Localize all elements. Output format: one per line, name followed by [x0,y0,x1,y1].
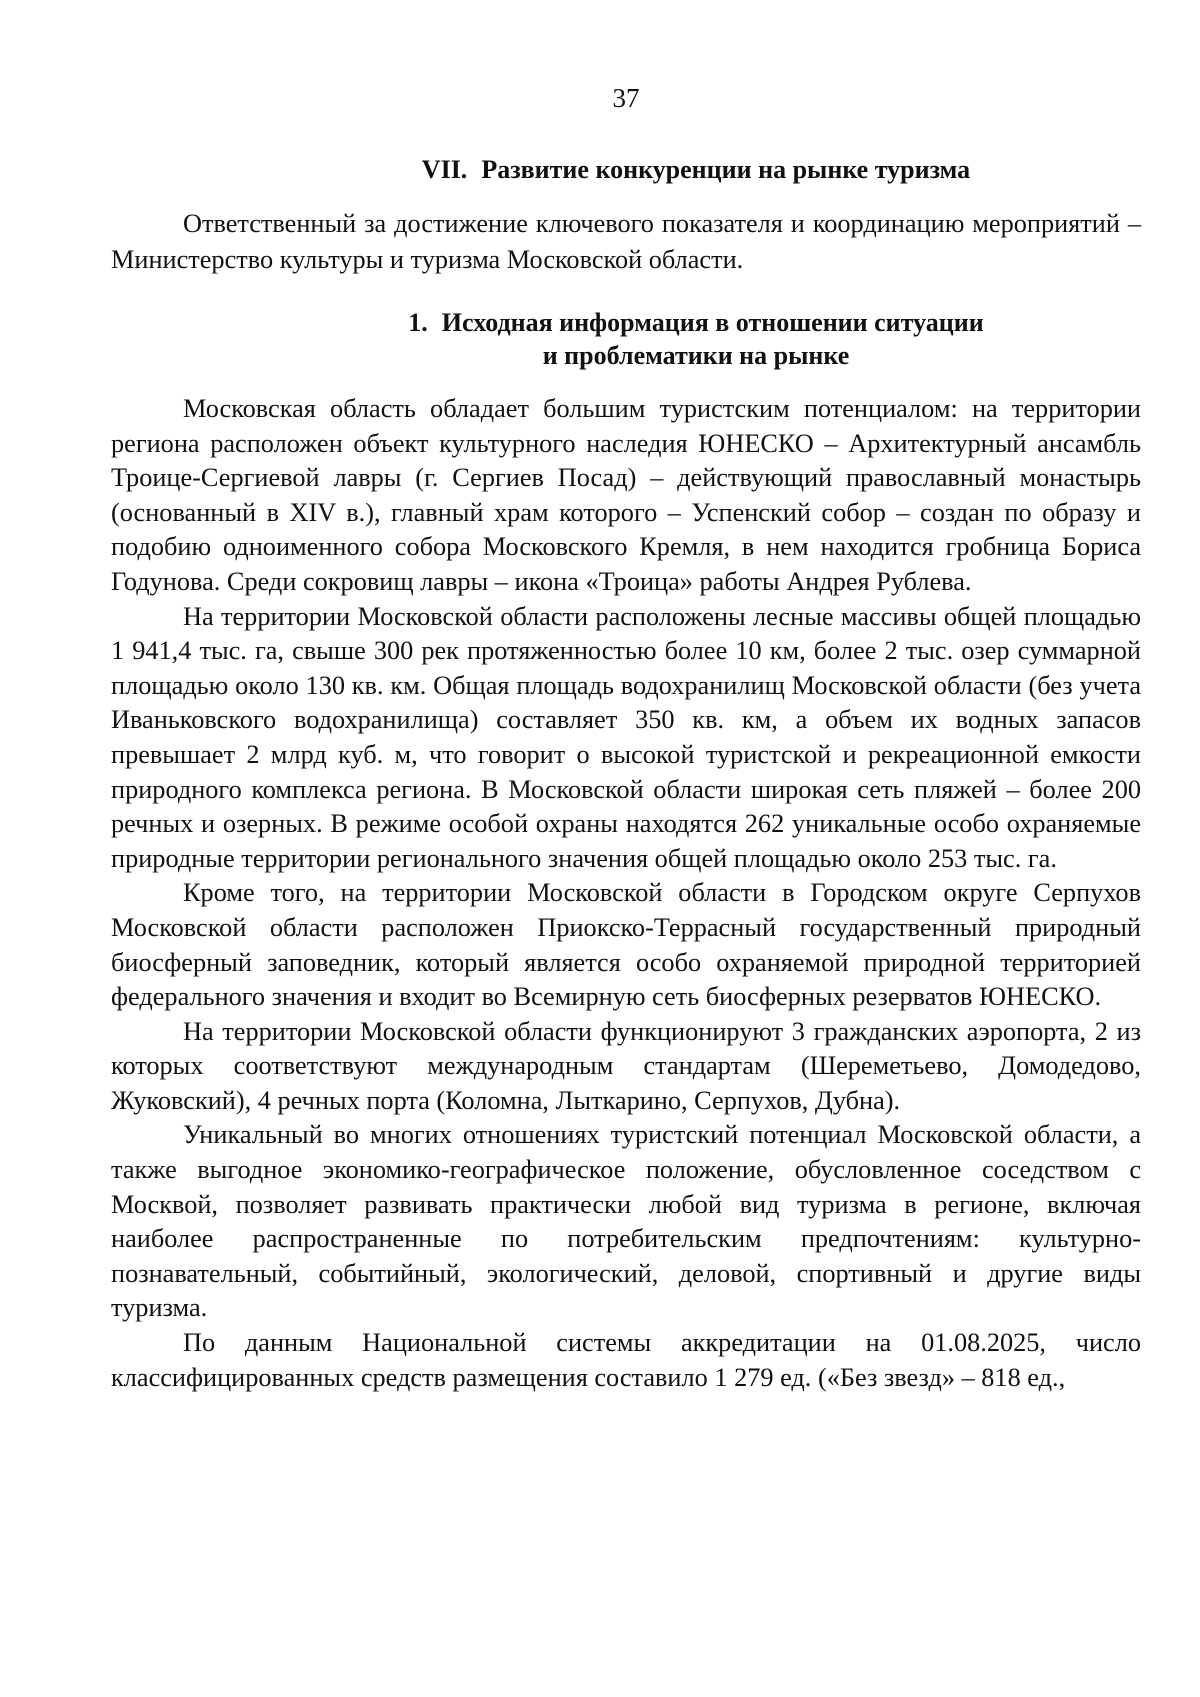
paragraph: Кроме того, на территории Московской области в Городском округе Серпухов Московской области расположен Приокско-Террасный государственный природный биосферный заповедник, который является особо охраняемой природной территорией федерального значения и входит во Всемирную сеть биосферных резерватов ЮНЕСКО. [111,878,1141,1012]
body-text [111,392,1141,1395]
paragraph: На территории Московской области функционируют 3 гражданских аэропорта, 2 из которых соответствуют международным стандартам (Шереметьево, Домодедово, Жуковский), 4 речных порта (Коломна, Лыткарино, Серпухов, Дубна). [111,1016,1141,1115]
responsible-paragraph: Ответственный за достижение ключевого показателя и координацию мероприятий – Министерство культуры и туризма Московской области. [111,209,1141,274]
section-title: Развитие конкуренции на рынке туризма [481,155,971,184]
subsection-heading [111,306,1141,372]
paragraph: На территории Московской области расположены лесные массивы общей площадью 1 941,4 тыс. га, свыше 300 рек протяженностью более 10 км, более 2 тыс. озер суммарной площадью около 130 кв. км. Общая площадь водохранилищ Московской области (без учета Иваньковского водохранилища) составляет 350 кв. км, а объем их водных запасов превышает 2 млрд куб. м, что говорит о высокой туристской и рекреационной емкости природного комплекса региона. В Московской области широкая сеть пляжей – более 200 речных и озерных. В режиме особой охраны находятся 262 уникальные особо охраняемые природные территории регионального значения общей площадью около 253 тыс. га. [111,601,1141,873]
page-number: 37 [612,83,640,113]
paragraph: Московская область обладает большим туристским потенциалом: на территории региона расположен объект культурного наследия ЮНЕСКО – Архитектурный ансамбль Троице-Сергиевой лавры (г. Сергиев Посад) – действующий православный монастырь (основанный в XIV в.), главный храм которого – Успенский собор – создан по образу и подобию одноименного собора Московского Кремля, в нем находится гробница Бориса Годунова. Среди сокровищ лавры – икона «Троица» работы Андрея Рублева. [111,394,1141,596]
subsection-title-line-2: и проблематики на рынке [542,341,850,370]
subsection-heading-line-1 [251,306,1141,339]
subsection-title-line-1: Исходная информация в отношении ситуации [441,308,984,337]
section-number: VII. [421,155,468,184]
paragraph: По данным Национальной системы аккредитации на 01.08.2025, число классифицированных средств размещения составило 1 279 ед. («Без звезд» – 818 ед., [111,1328,1141,1392]
subsection-number: 1. [408,308,428,337]
paragraph: Уникальный во многих отношениях туристский потенциал Московской области, а также выгодное экономико-географическое положение, обусловленное соседством с Москвой, позволяет развивать практически любой вид туризма в регионе, включая наиболее распространенные по потребительским предпочтениям: культурно-познавательный, событийный, экологический, деловой, спортивный и другие виды туризма. [111,1120,1141,1323]
section-heading [111,152,1141,188]
